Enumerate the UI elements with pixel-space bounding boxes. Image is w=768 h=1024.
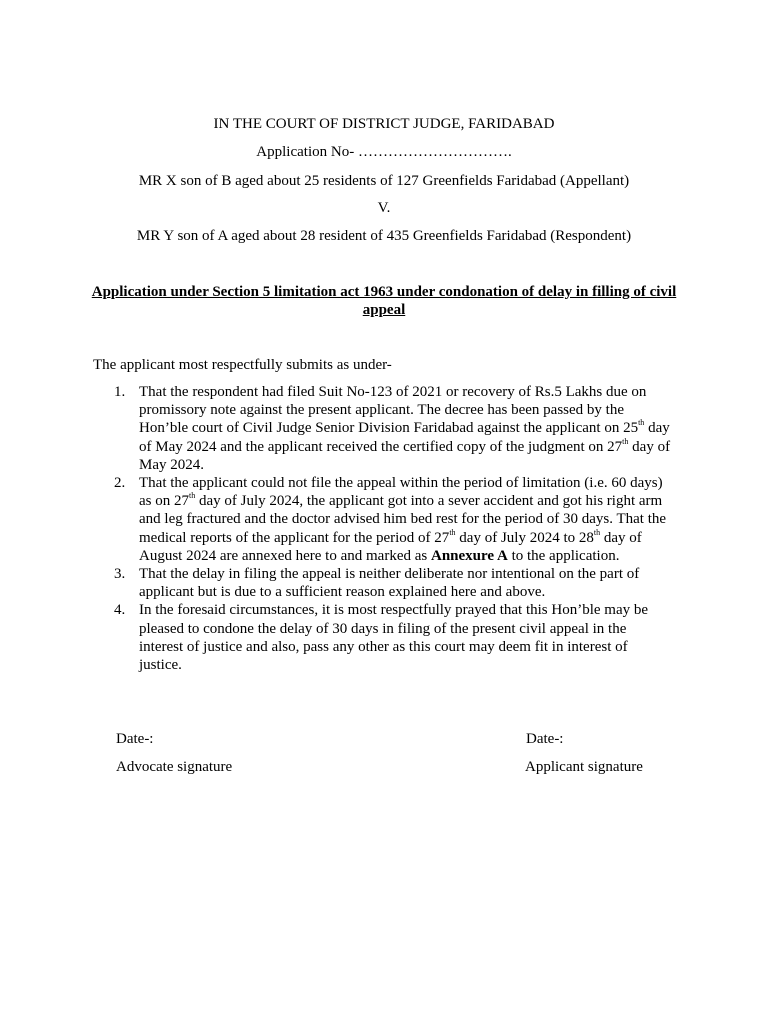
list-item: [114, 565, 674, 601]
list-item-text: In the foresaid circumstances, it is most respectfully prayed that this Hon’ble may be pleased to condone the delay of 30 days in filing of the present civil appeal in the interest of justice and also, pass any other as this court may deem fit in interest of justice.: [139, 602, 649, 674]
advocate-signature-label: Advocate signature: [116, 759, 233, 775]
list-item-number: 1.: [114, 384, 126, 400]
applicant-signature-label: Applicant signature: [525, 759, 643, 775]
versus-line: V.: [377, 200, 391, 216]
intro-text: The applicant most respectfully submits as under-: [93, 357, 392, 373]
list-item-number: 2.: [114, 475, 126, 492]
application-subject: Application under Section 5 limitation act 1963 under condonation of delay in filling of civil appeal: [91, 284, 677, 318]
list-item-text: That the applicant could not file the appeal within the period of limitation (i.e. 60 days) as on 27th day of July 2024, the applicant got into a sever accident and got his right arm and leg fractured and the doctor advised him bed rest for the period of 30 days. That the medical reports of the applicant for the period of 27th day of July 2024 to 28th day of August 2024 are annexed here to and marked as Annexure A to the application.: [139, 475, 667, 564]
list-item-text: That the delay in filing the appeal is neither deliberate nor intentional on the part of applicant but is due to a sufficient reason explained here and above.: [139, 566, 640, 601]
annexure-reference: Annexure A: [430, 547, 508, 564]
application-number: Application No- ………………………….: [256, 144, 512, 160]
applicant-date-label: Date-:: [526, 731, 564, 747]
court-heading: IN THE COURT OF DISTRICT JUDGE, FARIDABAD: [213, 116, 555, 132]
respondent-line: MR Y son of A aged about 28 resident of 435 Greenfields Faridabad (Respondent): [136, 228, 632, 244]
numbered-list: [114, 383, 674, 674]
list-item: [114, 474, 674, 565]
list-item-number: 3.: [114, 566, 126, 583]
list-item: [114, 601, 674, 674]
appellant-line: MR X son of B aged about 25 residents of 127 Greenfields Faridabad (Appellant): [138, 173, 630, 189]
list-item-number: 4.: [114, 602, 126, 619]
list-item-text: That the respondent had filed Suit No-123 of 2021 or recovery of Rs.5 Lakhs due on promissory note against the present applicant. The decree has been passed by the Hon’ble court of Civil Judge Senior Division Faridabad against the applicant on 25th day of May 2024 and the applicant received the certified copy of the judgment on 27th day of May 2024.: [139, 384, 671, 473]
list-item: [114, 383, 674, 474]
advocate-date-label: Date-:: [116, 731, 154, 747]
